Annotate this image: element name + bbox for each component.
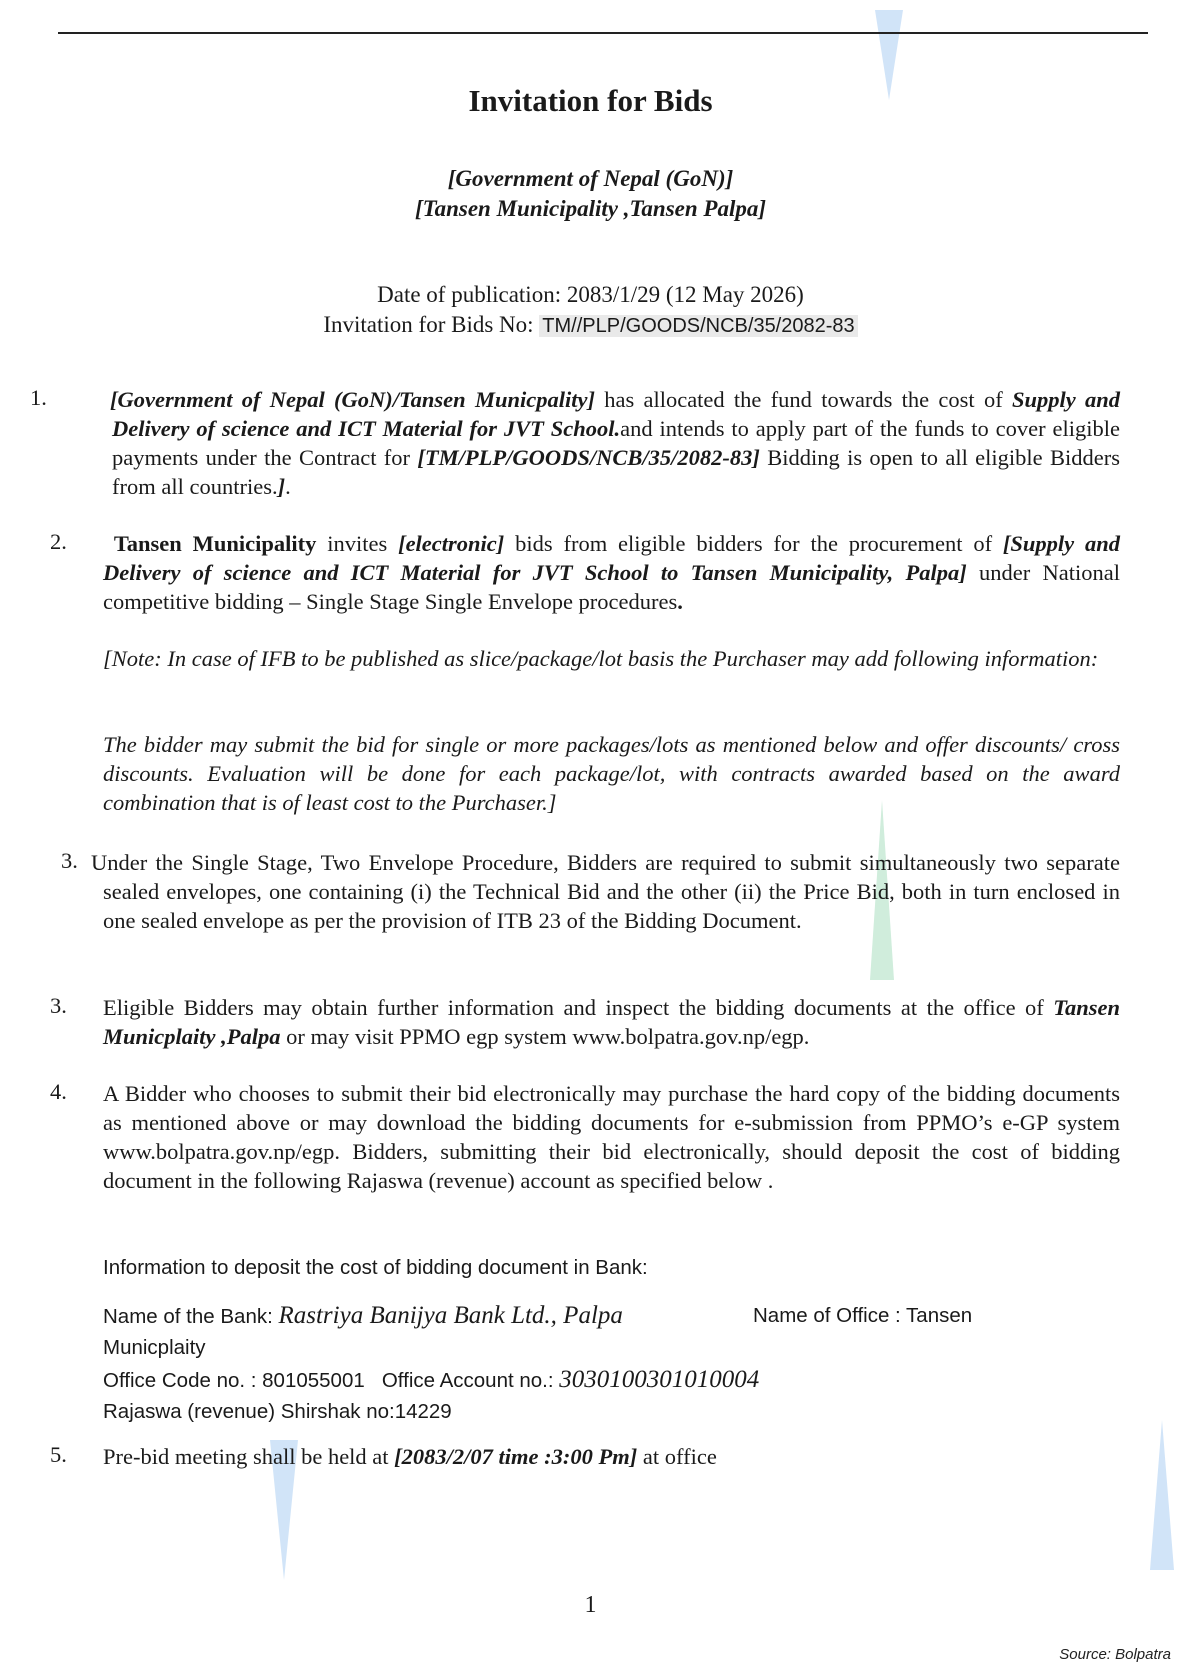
para-5-number: 5.	[50, 1442, 67, 1467]
para-3b-text-2: or may visit PPMO egp system www.bolpatra.gov.np/egp.	[280, 1024, 810, 1049]
para-2-text-2: bids from eligible bidders for the procurement of	[504, 531, 1003, 556]
office-code: Office Code no. : 801055001	[103, 1369, 365, 1392]
para-3b-office: Tansen Municplaity ,Palpa	[103, 995, 1120, 1049]
para-1-text-2: and intends to apply part of the funds to cover eligible payments under the Contract for	[112, 416, 1120, 470]
office-name-cont: Municplaity	[103, 1336, 206, 1359]
note-paragraph-1: [Note: In case of IFB to be published as slice/package/lot basis the Purchaser may add following information:	[103, 646, 1099, 671]
para-2-text-3: under National competitive bidding – Single Stage Single Envelope procedures	[103, 560, 1120, 614]
para-3a-text: Under the Single Stage, Two Envelope Procedure, Bidders are required to submit simultaneously two separate sealed envelopes, one containing (i) the Technical Bid and the other (ii) the Price Bid, both in turn enclosed in one sealed envelope as per the provision of ITB 23 of the Bidding Document.	[91, 850, 1120, 933]
para-4-text: A Bidder who chooses to submit their bid electronically may purchase the hard copy of the bidding documents as mentioned above or may download the bidding documents for e-submission from PPMO’s e-GP system www.bolpatra.gov.np/egp. Bidders, submitting their bid electronically, should deposit the cost of bidding document in the following Rajaswa (revenue) account as specified below .	[103, 1081, 1120, 1193]
para-3a	[91, 848, 1120, 935]
para-1-text-3: Bidding is open to all eligible Bidders from all countries.	[112, 445, 1120, 499]
para-2-municipality: Tansen Municipality	[113, 531, 317, 556]
note-paragraph-2: The bidder may submit the bid for single or more packages/lots as mentioned below and offer discounts/ cross discounts. Evaluation will be done for each package/lot, with contracts awarded based on the award combination that is of least cost to the Purchaser.]	[103, 732, 1120, 815]
para-3b-text: Eligible Bidders may obtain further information and inspect the bidding documents at the office of	[103, 995, 1054, 1020]
top-rule	[58, 32, 1148, 34]
para-1-bracket: ]	[277, 474, 286, 499]
para-1-issuer: [Government of Nepal (GoN)/Tansen Municpality]	[110, 387, 595, 412]
ifb-number: TM//PLP/GOODS/NCB/35/2082-83	[539, 315, 857, 337]
page-title: Invitation for Bids	[468, 83, 713, 118]
bank-name-label: Name of the Bank:	[103, 1305, 279, 1328]
pre-bid-datetime: [2083/2/07 time :3:00 Pm]	[394, 1444, 638, 1469]
para-4	[103, 1079, 1120, 1195]
subtitle-municipality: [Tansen Municipality ,Tansen Palpa]	[414, 196, 767, 221]
para-5-text: Pre-bid meeting shall be held at	[103, 1444, 395, 1469]
para-1-number: 1.	[30, 385, 47, 410]
para-2-text: invites	[316, 531, 399, 556]
para-5	[103, 1442, 1120, 1471]
para-1-period: .	[285, 474, 291, 499]
para-1-subject: Supply and Delivery of science and ICT Material for JVT School.	[112, 387, 1120, 441]
para-3a-number: 3.	[61, 848, 78, 873]
office-code-line	[103, 1364, 759, 1397]
bank-name-line	[103, 1300, 623, 1333]
publication-date: Date of publication: 2083/1/29 (12 May 2026)	[377, 282, 804, 307]
para-3b	[103, 993, 1120, 1051]
para-2-number: 2.	[50, 529, 67, 554]
account-number: 3030100301010004	[559, 1366, 760, 1393]
page-number: 1	[584, 1592, 597, 1618]
para-2-procurement: [Supply and Delivery of science and ICT Material for JVT School to Tansen Municipality, Palpa]	[103, 531, 1121, 585]
ifb-number-line	[0, 312, 1181, 338]
para-2-electronic: [electronic]	[398, 531, 505, 556]
source-credit: Source: Bolpatra	[1059, 1646, 1171, 1663]
para-4-number: 4.	[50, 1079, 67, 1104]
para-2	[103, 529, 1120, 616]
watermark-arrow-icon	[1150, 1420, 1174, 1570]
ifb-label: Invitation for Bids No:	[323, 312, 540, 337]
subtitle-government: [Government of Nepal (GoN)]	[447, 166, 734, 191]
para-2-period: .	[677, 589, 683, 614]
para-1-contract-no: [TM/PLP/GOODS/NCB/35/2082-83]	[417, 445, 760, 470]
bank-info-heading: Information to deposit the cost of bidding document in Bank:	[103, 1256, 648, 1279]
account-label: Office Account no.:	[381, 1369, 560, 1392]
para-1-text: has allocated the fund towards the cost of	[594, 387, 1012, 412]
office-name: Name of Office : Tansen	[753, 1304, 973, 1327]
para-1	[112, 385, 1120, 501]
para-5-text-2: at office	[637, 1444, 717, 1469]
bank-name: Rastriya Banijya Bank Ltd., Palpa	[278, 1302, 623, 1329]
para-3b-number: 3.	[50, 993, 67, 1018]
rajaswa-shirshak: Rajaswa (revenue) Shirshak no:14229	[103, 1400, 452, 1423]
